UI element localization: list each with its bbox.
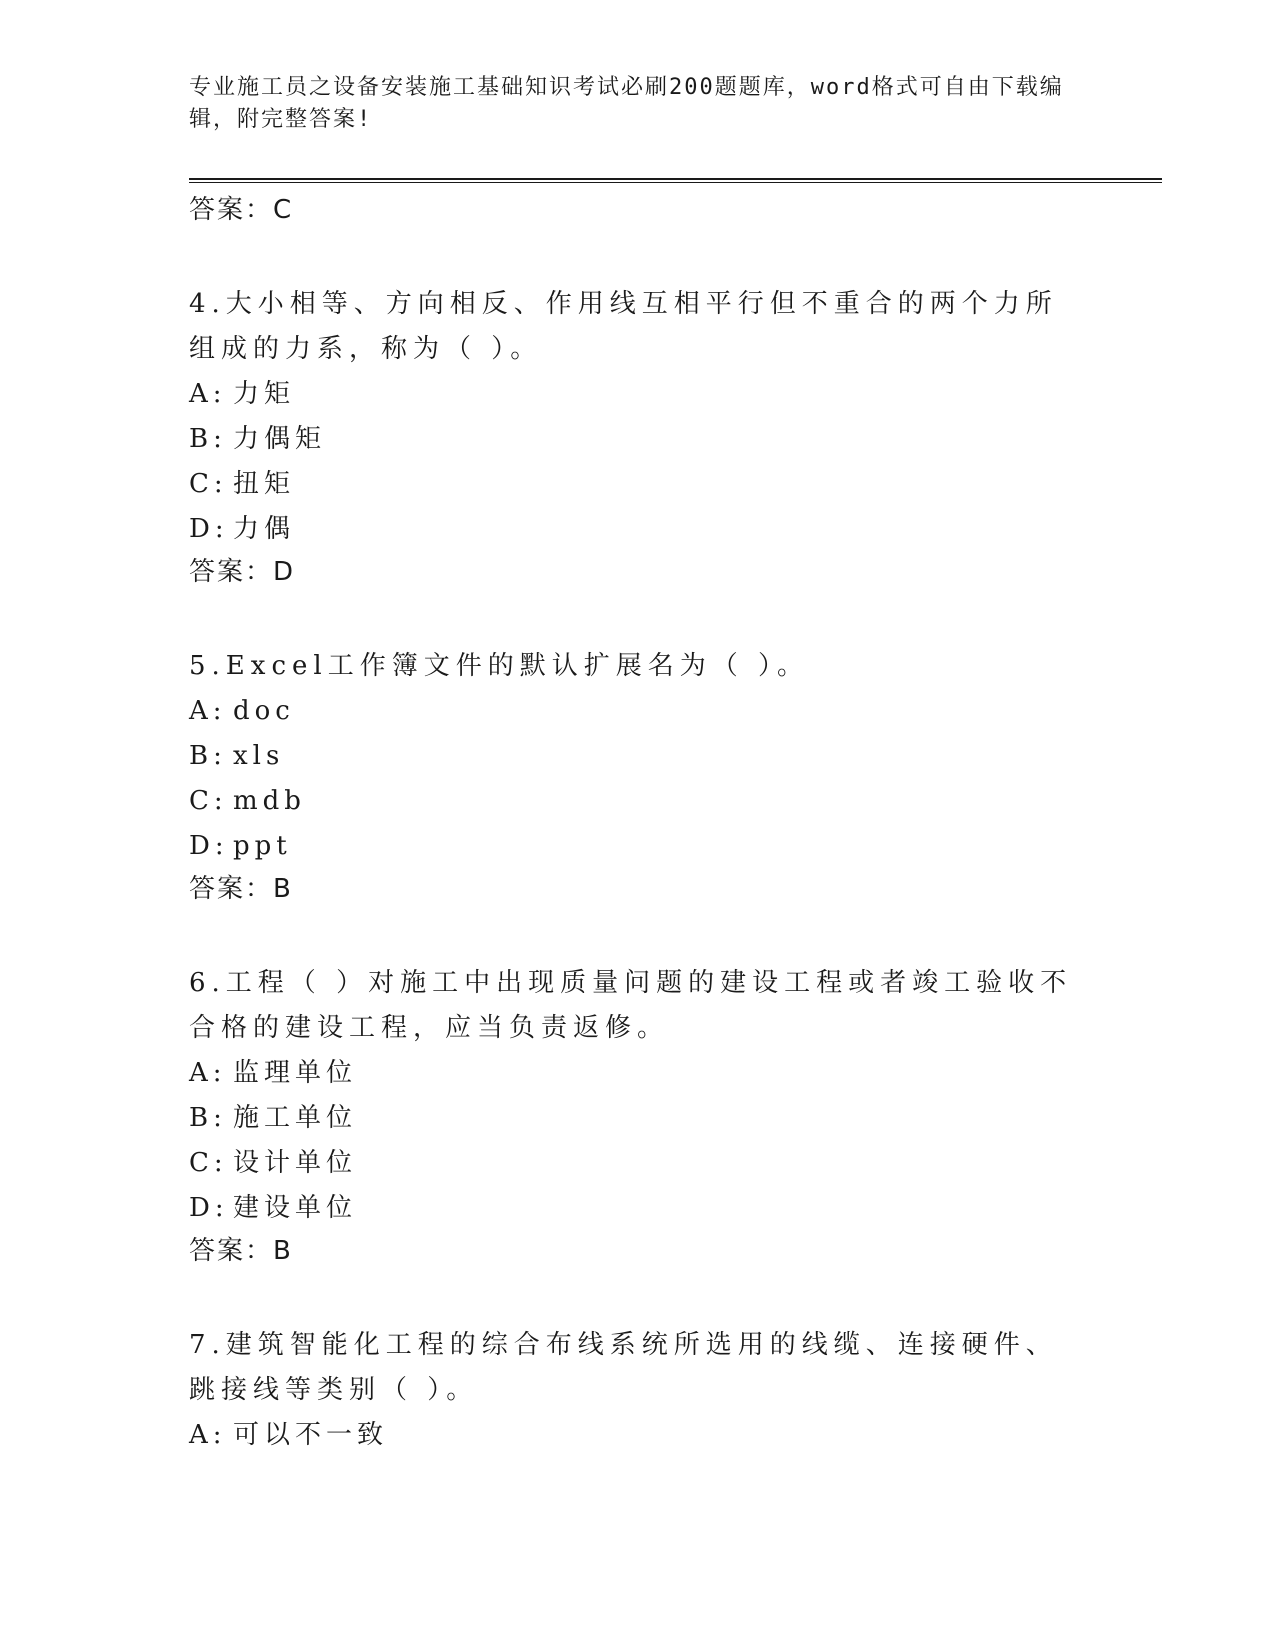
option-key: D: bbox=[189, 1193, 229, 1223]
question-block-7 bbox=[189, 1323, 1089, 1458]
option-key: B: bbox=[189, 741, 227, 771]
option-value: mdb bbox=[233, 786, 306, 816]
option-a bbox=[189, 372, 1089, 417]
question-block-5 bbox=[189, 644, 1089, 909]
option-key: D: bbox=[189, 831, 229, 861]
option-key: A: bbox=[189, 696, 227, 726]
option-key: A: bbox=[189, 1058, 227, 1088]
option-b bbox=[189, 417, 1089, 462]
option-key: A: bbox=[189, 379, 227, 409]
option-d bbox=[189, 507, 1089, 552]
option-key: A: bbox=[189, 1420, 227, 1450]
page-header: 专业施工员之设备安装施工基础知识考试必刷200题题库，word格式可自由下载编辑，附完整答案! bbox=[189, 75, 1064, 132]
answer-line: 答案：B bbox=[189, 1236, 293, 1266]
option-a bbox=[189, 1413, 1089, 1458]
option-c bbox=[189, 462, 1089, 507]
question-content bbox=[189, 190, 1089, 1458]
option-value: 力偶 bbox=[233, 514, 296, 544]
option-value: 力偶矩 bbox=[233, 424, 327, 454]
option-b bbox=[189, 734, 1089, 779]
option-value: doc bbox=[233, 696, 295, 726]
option-a bbox=[189, 689, 1089, 734]
header-divider bbox=[189, 178, 1162, 183]
option-value: ppt bbox=[233, 831, 292, 861]
option-b bbox=[189, 1096, 1089, 1141]
option-key: D: bbox=[189, 514, 229, 544]
option-value: 施工单位 bbox=[233, 1103, 358, 1133]
option-value: 监理单位 bbox=[233, 1058, 358, 1088]
option-value: 力矩 bbox=[233, 379, 296, 409]
option-key: C: bbox=[189, 469, 228, 499]
question-text: 6.工程（ ）对施工中出现质量问题的建设工程或者竣工验收不合格的建设工程，应当负责返修。 bbox=[189, 968, 1073, 1043]
option-a bbox=[189, 1051, 1089, 1096]
question-block-4 bbox=[189, 282, 1089, 592]
question-text: 5.Excel工作簿文件的默认扩展名为（ ）。 bbox=[189, 651, 809, 681]
question-text: 4.大小相等、方向相反、作用线互相平行但不重合的两个力所组成的力系，称为（ ）。 bbox=[189, 289, 1058, 364]
option-c bbox=[189, 779, 1089, 824]
option-key: B: bbox=[189, 1103, 227, 1133]
question-text: 7.建筑智能化工程的综合布线系统所选用的线缆、连接硬件、跳接线等类别（ ）。 bbox=[189, 1330, 1058, 1405]
question-block-6 bbox=[189, 961, 1089, 1271]
option-value: 建设单位 bbox=[233, 1193, 358, 1223]
option-value: 扭矩 bbox=[233, 469, 296, 499]
option-value: 设计单位 bbox=[233, 1148, 358, 1178]
answer-line: 答案：C bbox=[189, 195, 294, 225]
answer-line: 答案：B bbox=[189, 874, 293, 904]
option-key: C: bbox=[189, 786, 228, 816]
option-key: C: bbox=[189, 1148, 228, 1178]
option-d bbox=[189, 824, 1089, 869]
option-d bbox=[189, 1186, 1089, 1231]
answer-line: 答案：D bbox=[189, 557, 296, 587]
option-value: 可以不一致 bbox=[233, 1420, 389, 1450]
option-value: xls bbox=[233, 741, 285, 771]
option-key: B: bbox=[189, 424, 227, 454]
option-c bbox=[189, 1141, 1089, 1186]
